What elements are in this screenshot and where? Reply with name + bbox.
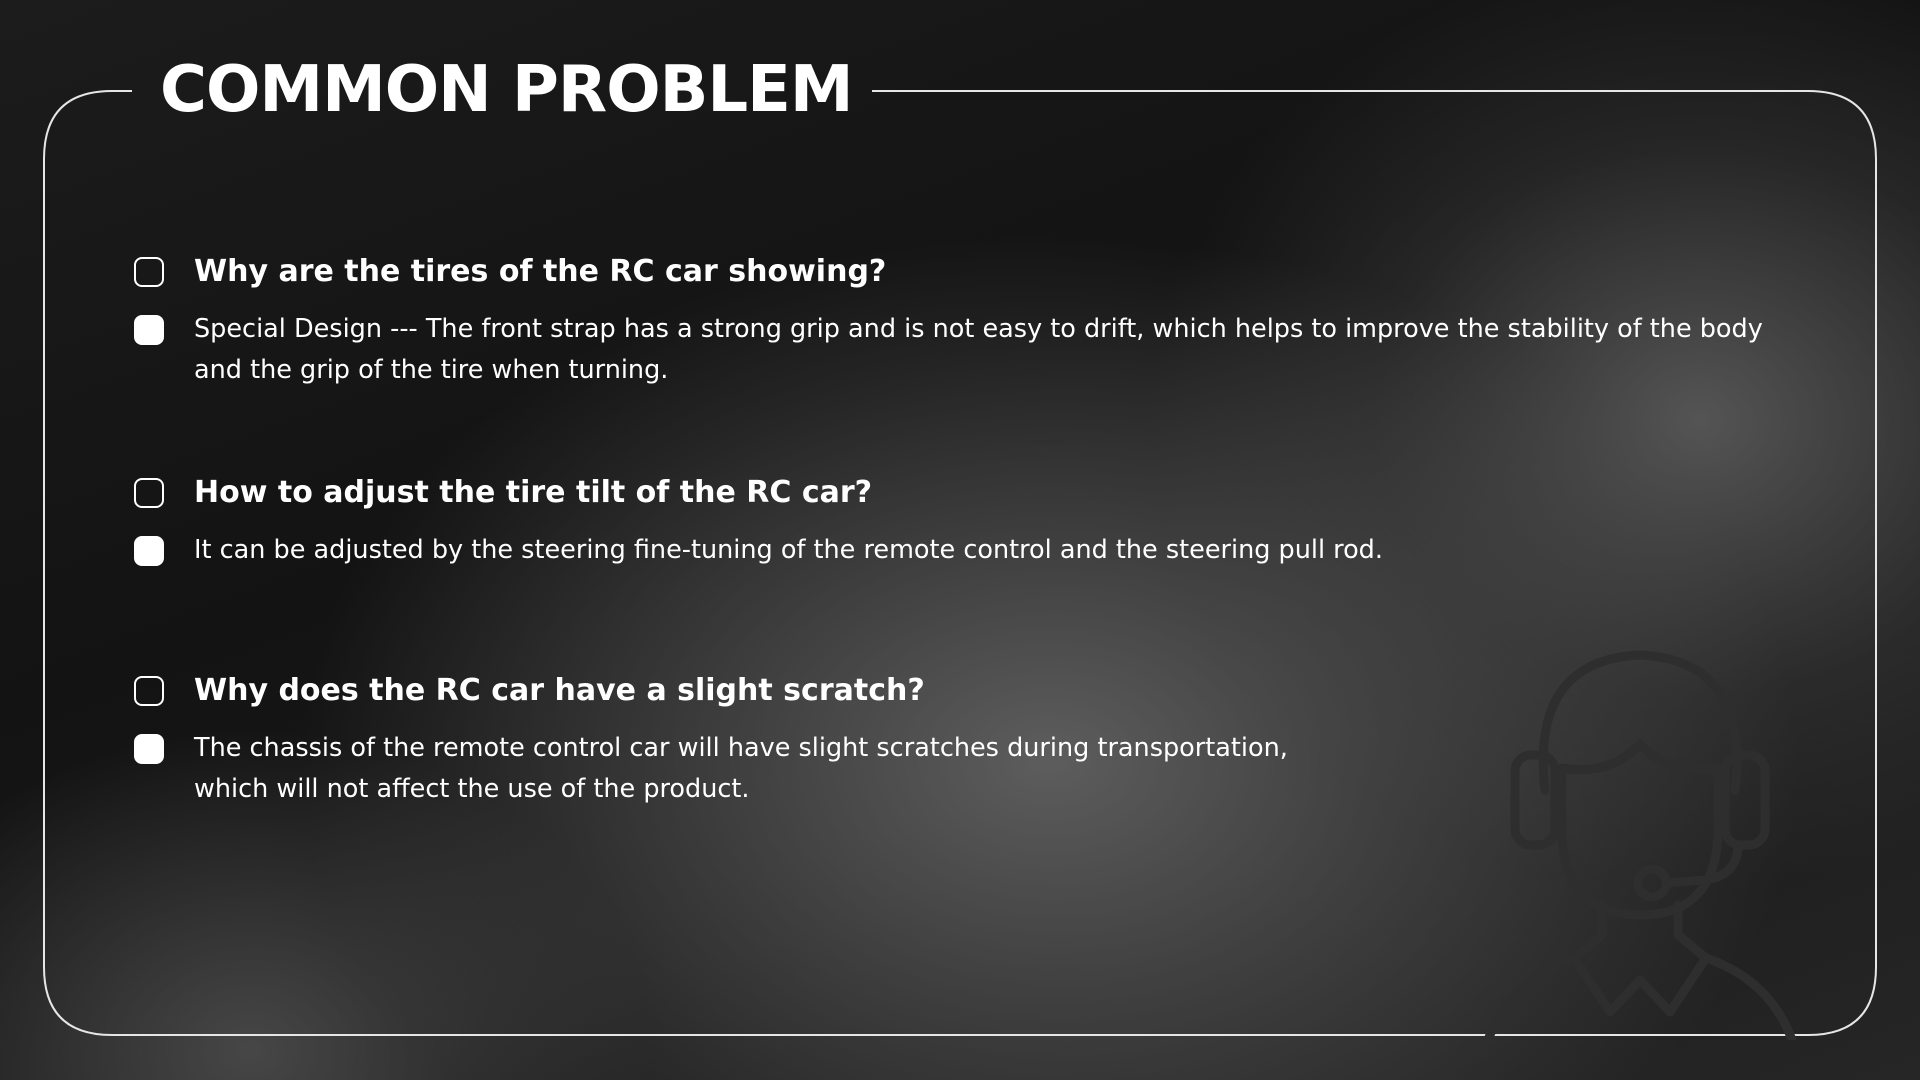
answer-text: The chassis of the remote control car will have slight scratches during transportation, which will not affect the use of the product. [194,733,1288,804]
answer-row [134,536,1814,571]
question-row [134,254,1814,290]
checkbox-outline-icon [134,478,164,508]
checkbox-filled-icon [134,734,164,764]
checkbox-outline-icon [134,257,164,287]
answer-text: It can be adjusted by the steering fine-tuning of the remote control and the steering pull rod. [194,535,1383,565]
question-row [134,673,1814,709]
question-text: Why are the tires of the RC car showing? [194,254,887,289]
question-text: How to adjust the tire tilt of the RC car? [194,475,873,510]
answer-row [134,315,1814,391]
faq-item [134,673,1814,810]
checkbox-filled-icon [134,315,164,345]
page-title: COMMON PROBLEM [160,53,853,127]
question-row [134,475,1814,511]
checkbox-filled-icon [134,536,164,566]
checkbox-outline-icon [134,676,164,706]
question-text: Why does the RC car have a slight scratch? [194,673,925,708]
answer-row [134,734,1814,810]
faq-item [134,254,1814,391]
faq-item [134,475,1814,571]
answer-text: Special Design --- The front strap has a strong grip and is not easy to drift, which helps to improve the stability of the body and the grip of the tire when turning. [194,314,1763,385]
